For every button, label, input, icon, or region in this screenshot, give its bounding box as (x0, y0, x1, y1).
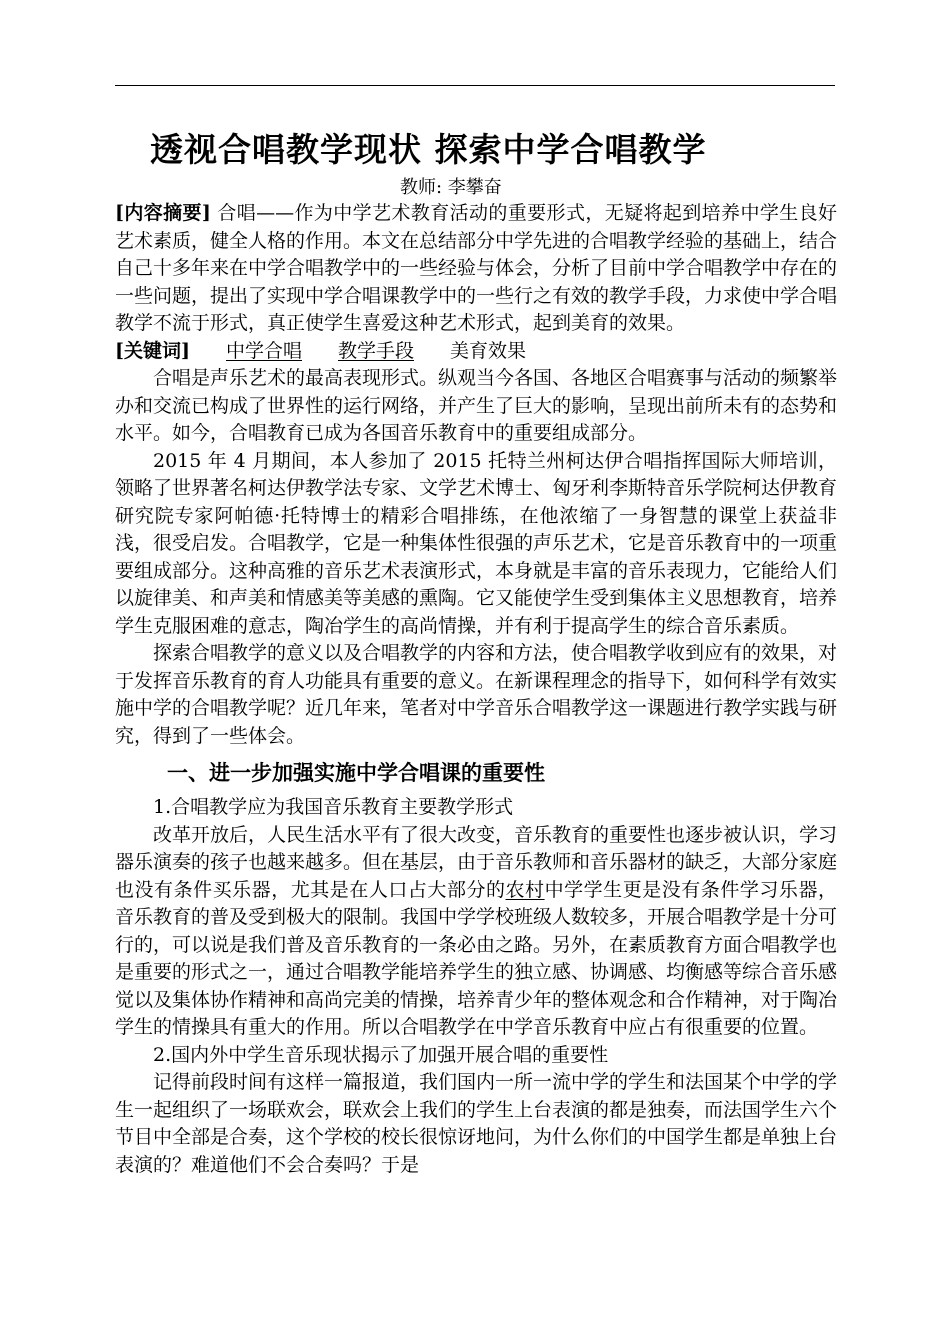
subsection-heading: 1.合唱教学应为我国音乐教育主要教学形式 (153, 796, 514, 818)
intro-paragraph: 合唱是声乐艺术的最高表现形式。纵观当今各国、各地区合唱赛事与活动的频繁举办和交流已构成了世界性的运行网络，并产生了巨大的影响，呈现出前所未有的态势和水平。如今，合唱教育已成为各国音乐教育中的重要组成部分。 (115, 367, 838, 444)
abstract-label: [内容摘要] (115, 202, 211, 224)
author-line: 教师: 李攀奋 (400, 177, 502, 198)
body-paragraph (115, 822, 837, 1042)
paragraph-text: 中学学生更是没有条件学习乐器，音乐教育的普及受到极大的限制。我国中学学校班级人数较多，开展合唱教学是十分可行的，可以说是我们普及音乐教育的一条必由之路。另外，在素质教育方面合唱教学也是重要的形式之一，通过合唱教学能培养学生的独立感、协调感、均衡感等综合音乐感觉以及集体协作精神和高尚完美的情操，培养青少年的整体观念和合作精神，对于陶冶学生的情操具有重大的作用。所以合唱教学在中学音乐教育中应占有很重要的位置。 (115, 878, 838, 1038)
header-rule (115, 85, 835, 86)
keyword-item[interactable]: 教学手段 (338, 339, 415, 362)
section-heading: 一、进一步加强实施中学合唱课的重要性 (167, 761, 545, 785)
keyword-item: 美育效果 (450, 339, 527, 362)
intro-paragraph: 2015 年 4 月期间，本人参加了 2015 托特兰州柯达伊合唱指挥国际大师培训，领略了世界著名柯达伊教学法专家、文学艺术博士、匈牙利李斯特音乐学院柯达伊教育研究院专家阿帕德·托特博士的精彩合唱排练，在他浓缩了一身智慧的课堂上获益非浅，很受启发。合唱教学，它是一种集体性很强的声乐艺术，它是音乐教育中的一项重要组成部分。这种高雅的音乐艺术表演形式，本身就是丰富的音乐表现力，它能给人们以旋律美、和声美和情感美等美感的熏陶。它又能使学生受到集体主义思想教育，培养学生克服困难的意志，陶冶学生的高尚情操，并有利于提高学生的综合音乐素质。 (115, 449, 838, 637)
keywords-row (115, 338, 837, 366)
keywords-label: [关键词] (115, 339, 190, 362)
document-body (115, 200, 837, 1179)
intro-paragraph: 探索合唱教学的意义以及合唱教学的内容和方法，使合唱教学收到应有的效果，对于发挥音乐教育的育人功能具有重要的意义。在新课程理念的指导下，如何科学有效实施中学的合唱教学呢？近几年来，笔者对中学音乐合唱教学这一课题进行教学实践与研究，得到了一些体会。 (115, 642, 838, 747)
rural-link[interactable]: 农村 (505, 878, 545, 901)
document-title: 透视合唱教学现状 探索中学合唱教学 (150, 130, 707, 169)
keyword-item[interactable]: 中学合唱 (225, 339, 302, 362)
paragraph-text: 改革开放后，人民生活水平有了很大改变，音乐教育的重要性也逐步被认识，学习器乐演奏的孩子也越来越多。但在基层，由于音乐教师和音乐器材的缺乏，大部分家庭也没有条件买乐器，尤其是在人口占大部分的 (115, 823, 838, 901)
abstract-paragraph (115, 200, 837, 338)
body-paragraph: 记得前段时间有这样一篇报道，我们国内一所一流中学的学生和法国某个中学的学生一起组织了一场联欢会，联欢会上我们的学生上台表演的都是独奏，而法国学生六个节目中全部是合奏，这个学校的校长很惊讶地问，为什么你们的中国学生都是单独上台表演的？难道他们不会合奏吗？于是 (115, 1071, 838, 1176)
subsection-heading: 2.国内外中学生音乐现状揭示了加强开展合唱的重要性 (153, 1043, 609, 1066)
abstract-text: 合唱——作为中学艺术教育活动的重要形式，无疑将起到培养中学生良好艺术素质，健全人格的作用。本文在总结部分中学先进的合唱教学经验的基础上，结合自己十多年来在中学合唱教学中的一些经验与体会，分析了目前中学合唱教学中存在的一些问题，提出了实现中学合唱课教学中的一些行之有效的教学手段，力求使中学合唱教学不流于形式，真正使学生喜爱这种艺术形式，起到美育的效果。 (115, 202, 838, 334)
